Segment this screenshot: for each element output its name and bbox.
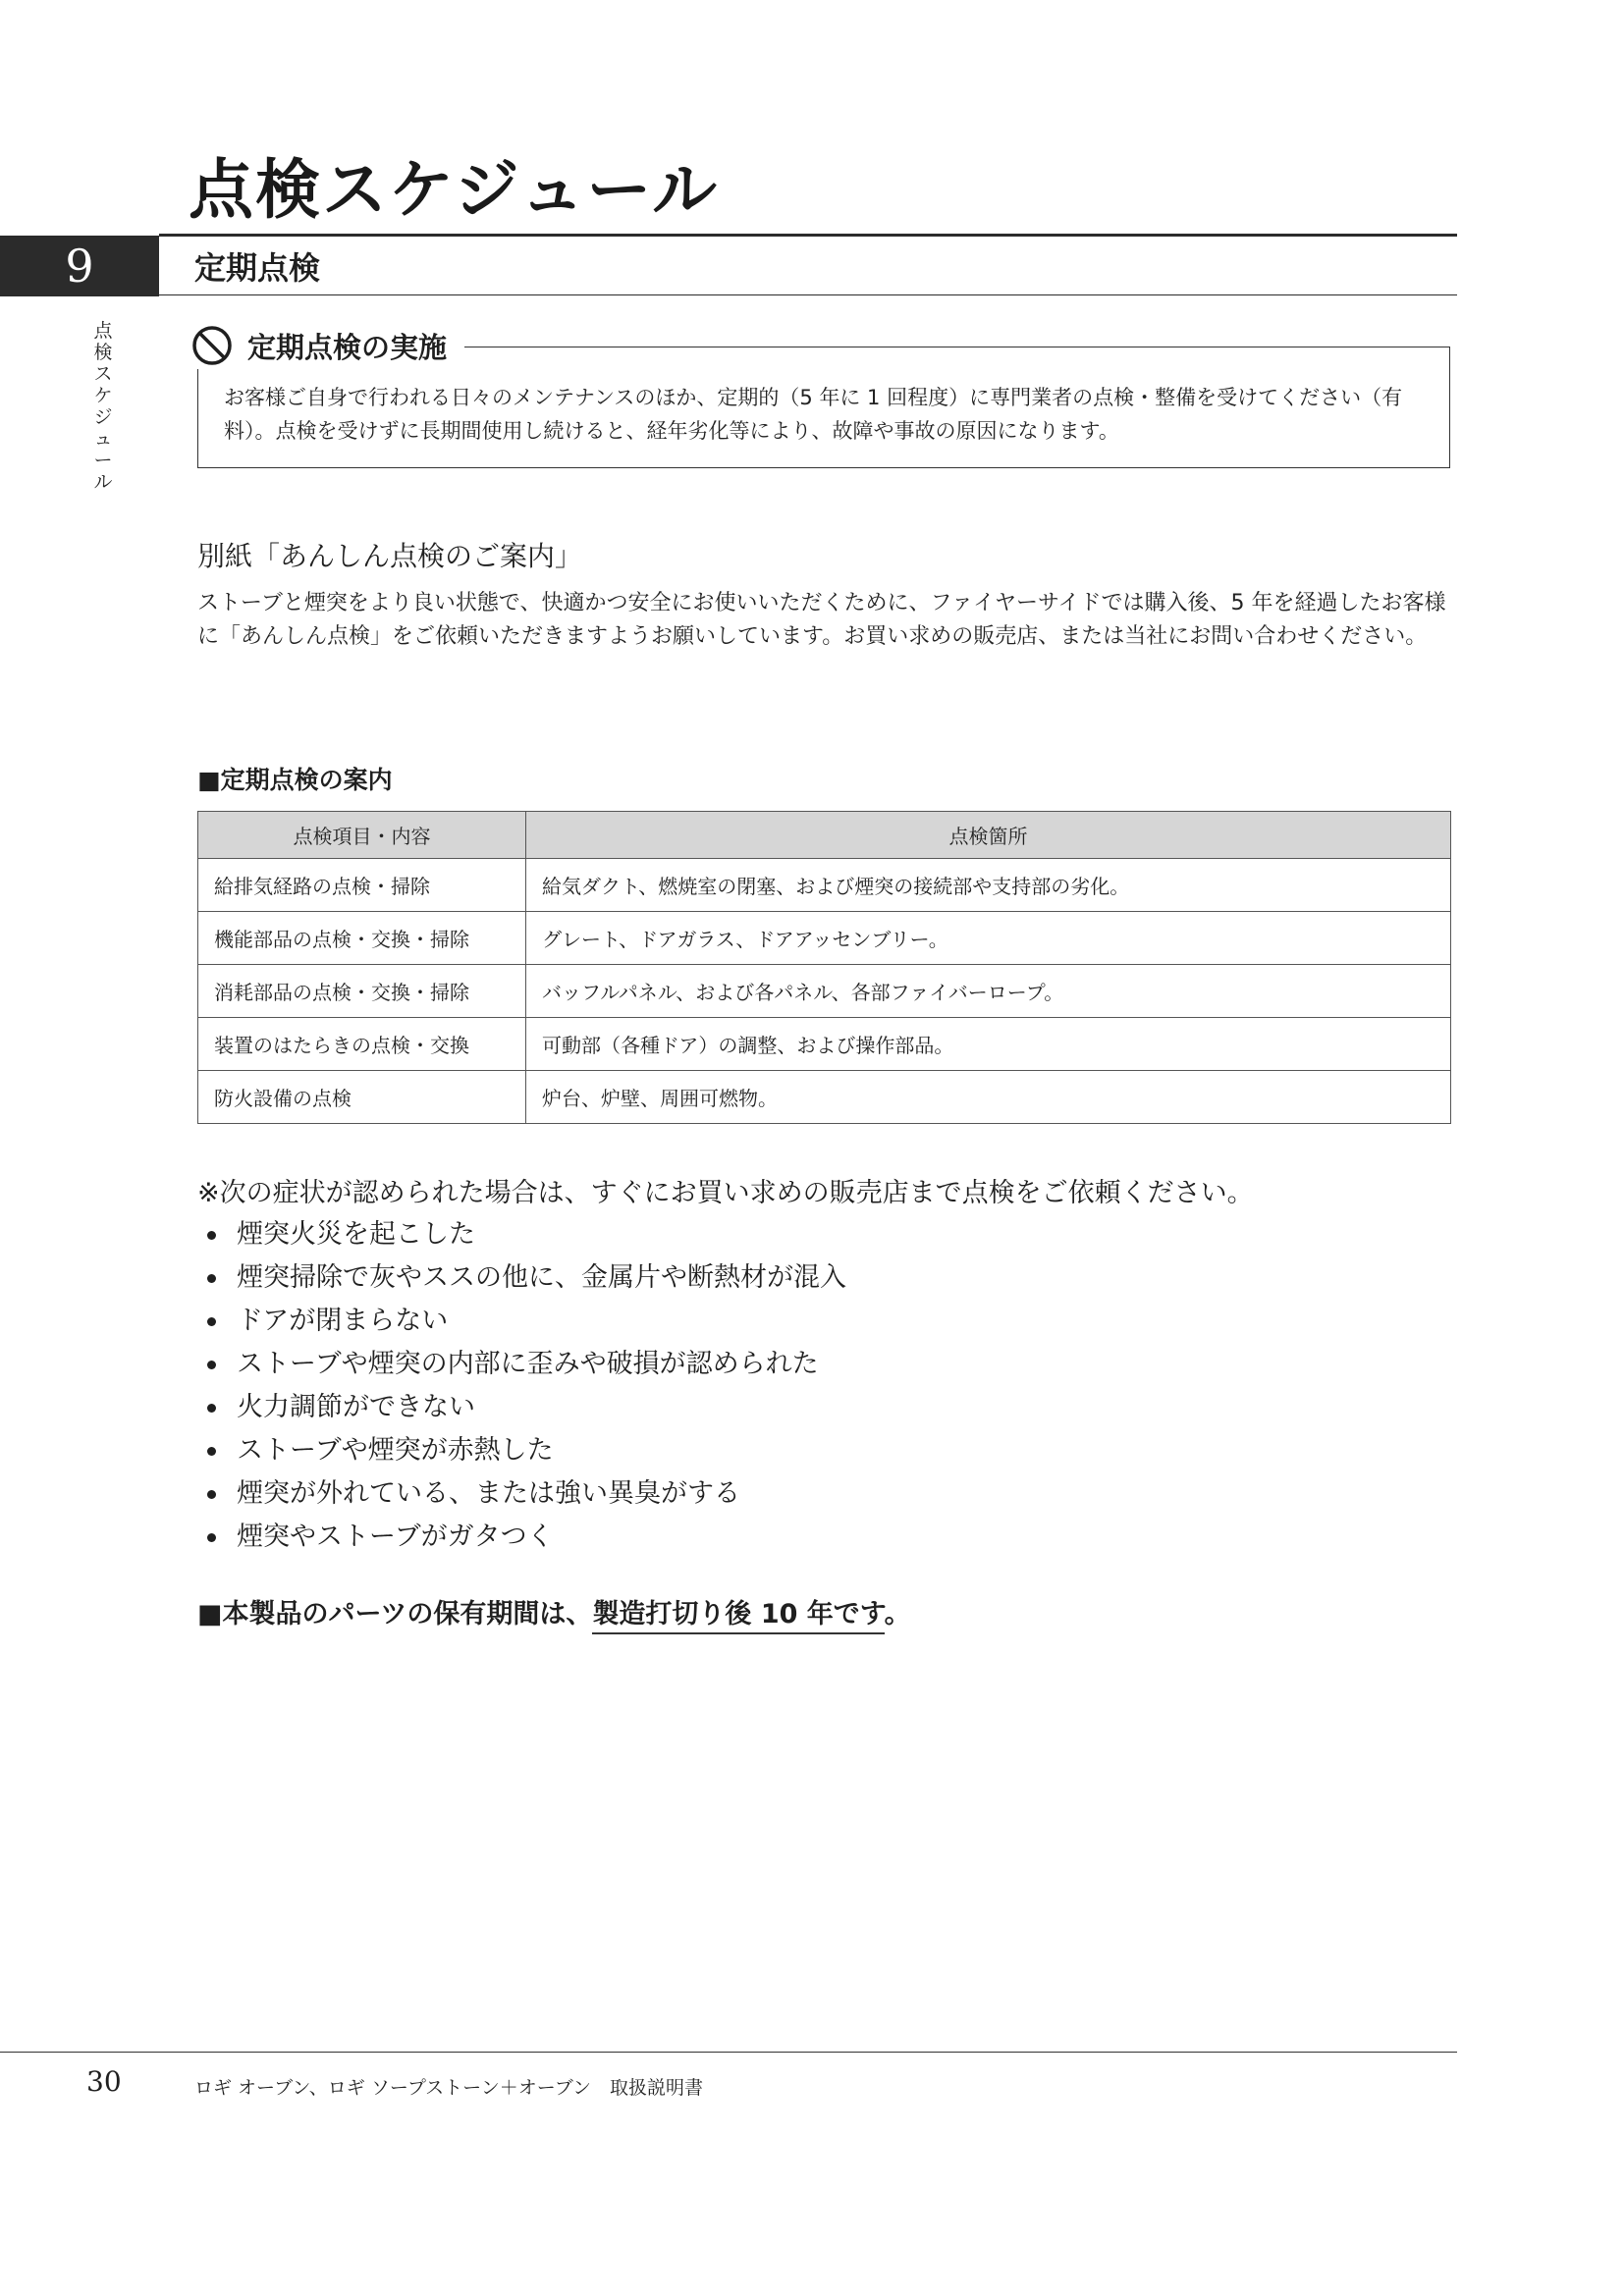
notice-text: お客様ご自身で行われる日々のメンテナンスのほか、定期的（5 年に 1 回程度）に専門業者の点検・整備を受けてください（有料）。点検を受けずに長期間使用し続けると、経年劣化等により、故障や事故の原因になります。 [224, 386, 1403, 443]
page-title: 点検スケジュール [189, 151, 720, 228]
table-row [198, 965, 1451, 1018]
symptoms-list [197, 1213, 846, 1559]
section-rule [159, 294, 1457, 295]
column-header: 点検箇所 [526, 812, 1451, 859]
parts-suffix: 。 [884, 1599, 911, 1629]
side-tab-char: ー [93, 450, 113, 471]
table-cell: 炉台、炉壁、周囲可燃物。 [526, 1071, 1451, 1124]
table-cell: 可動部（各種ドア）の調整、および操作部品。 [526, 1018, 1451, 1071]
table-cell: 消耗部品の点検・交換・掃除 [198, 965, 526, 1018]
list-item: 煙突掃除で灰やススの他に、金属片や断熱材が混入 [197, 1256, 846, 1300]
table-row [198, 1018, 1451, 1071]
notice-title: 定期点検の実施 [247, 330, 448, 364]
parts-retention-period: 製造打切り後 10 年です [592, 1599, 884, 1634]
table-cell: グレート、ドアガラス、ドアアッセンブリー。 [526, 912, 1451, 965]
table-cell: 機能部品の点検・交換・掃除 [198, 912, 526, 965]
anshin-paragraph: ストーブと煙突をより良い状態で、快適かつ安全にお使いいただくために、ファイヤーサイドでは購入後、5 年を経過したお客様に「あんしん点検」をご依頼いただきますようお願いしています。お買い求めの販売店、または当社にお問い合わせください。 [197, 591, 1446, 649]
list-item: ストーブや煙突の内部に歪みや破損が認められた [197, 1343, 846, 1386]
side-tab-char: ュ [93, 428, 113, 450]
side-tab-char: 点 [93, 320, 113, 342]
side-index-tab [88, 320, 118, 493]
page-number: 30 [86, 2065, 122, 2098]
footer-rule [0, 2052, 1457, 2053]
table-cell: バッフルパネル、および各パネル、各部ファイバーロープ。 [526, 965, 1451, 1018]
chapter-badge [0, 236, 159, 296]
side-tab-char: ス [93, 363, 113, 385]
inspection-table [197, 811, 1451, 1124]
side-tab-char: ル [93, 471, 113, 493]
table-heading: ■定期点検の案内 [197, 766, 393, 794]
side-tab-char: ケ [93, 385, 113, 406]
parts-retention-note [197, 1592, 911, 1630]
list-item: 煙突やストーブがガタつく [197, 1516, 846, 1559]
section-title: 定期点検 [194, 249, 321, 287]
table-cell: 給気ダクト、燃焼室の閉塞、および煙突の接続部や支持部の劣化。 [526, 859, 1451, 912]
table-row [198, 859, 1451, 912]
symptoms-note: ※次の症状が認められた場合は、すぐにお買い求めの販売店まで点検をご依頼ください。 [197, 1178, 1254, 1208]
side-tab-char: 検 [93, 342, 113, 363]
list-item: 火力調節ができない [197, 1386, 846, 1429]
table-row [198, 1071, 1451, 1124]
table-cell: 防火設備の点検 [198, 1071, 526, 1124]
list-item: 煙突火災を起こした [197, 1213, 846, 1256]
manual-title: ロギ オーブン、ロギ ソープストーン＋オーブン 取扱説明書 [194, 2077, 704, 2099]
chapter-number: 9 [65, 240, 94, 293]
list-item: ドアが閉まらない [197, 1300, 846, 1343]
list-item: ストーブや煙突が赤熱した [197, 1429, 846, 1472]
list-item: 煙突が外れている、または強い異臭がする [197, 1472, 846, 1516]
column-header: 点検項目・内容 [198, 812, 526, 859]
prohibited-icon [190, 324, 234, 367]
side-tab-char: ジ [93, 406, 113, 428]
table-cell: 装置のはたらきの点検・交換 [198, 1018, 526, 1071]
header-rule [159, 234, 1457, 237]
anshin-heading: 別紙「あんしん点検のご案内」 [197, 540, 583, 572]
parts-prefix: ■本製品のパーツの保有期間は、 [197, 1599, 593, 1629]
table-header-row [198, 812, 1451, 859]
table-cell: 給排気経路の点検・掃除 [198, 859, 526, 912]
table-row [198, 912, 1451, 965]
notice-header [190, 322, 464, 369]
